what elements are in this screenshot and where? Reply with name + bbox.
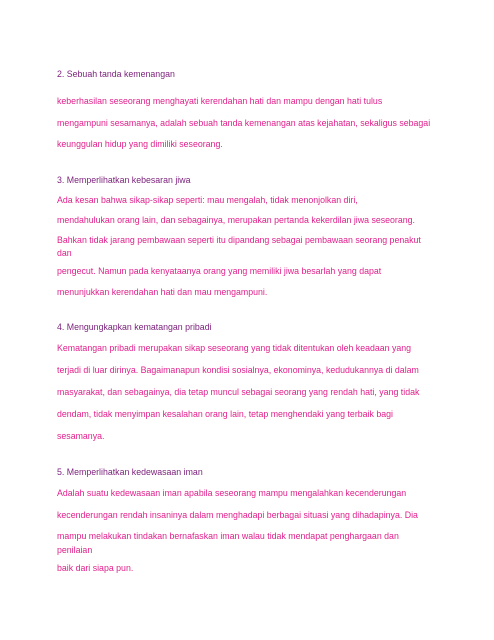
- paragraph-line: baik dari siapa pun.: [57, 563, 134, 573]
- paragraph-line: mendahulukan orang lain, dan sebagainya, merupakan pertanda kekerdilan jiwa seseorang.: [57, 215, 415, 225]
- paragraph-line: mengampuni sesamanya, adalah sebuah tanda kemenangan atas kejahatan, sekaligus sebagai: [57, 118, 431, 128]
- paragraph-line: Ada kesan bahwa sikap-sikap seperti: mau mengalah, tidak menonjolkan diri,: [57, 195, 358, 205]
- paragraph-line: sesamanya.: [57, 431, 105, 441]
- paragraph-line: keberhasilan seseorang menghayati kerendahan hati dan mampu dengan hati tulus: [57, 96, 383, 106]
- paragraph-line: keunggulan hidup yang dimiliki seseorang.: [57, 139, 223, 149]
- paragraph-line: penilaian: [57, 545, 93, 555]
- paragraph-line: terjadi di luar dirinya. Bagaimanapun kondisi sosialnya, ekonominya, kedudukannya di dalam: [57, 365, 419, 375]
- section-heading: 2. Sebuah tanda kemenangan: [57, 69, 175, 79]
- paragraph-line: kecenderungan rendah insaninya dalam menghadapi berbagai situasi yang dihadapinya. Dia: [57, 510, 418, 520]
- paragraph-line: dan: [57, 248, 72, 258]
- paragraph-line: mampu melakukan tindakan bernafaskan iman walau tidak mendapat penghargaan dan: [57, 531, 399, 541]
- paragraph-line: dendam, tidak menyimpan kesalahan orang lain, tetap menghendaki yang terbaik bagi: [57, 409, 393, 419]
- paragraph-line: Bahkan tidak jarang pembawaan seperti itu dipandang sebagai pembawaan seorang penakut: [57, 235, 421, 245]
- paragraph-line: pengecut. Namun pada kenyataanya orang yang memiliki jiwa besarlah yang dapat: [57, 266, 382, 276]
- section-heading: 5. Memperlihatkan kedewasaan iman: [57, 467, 203, 477]
- paragraph-line: Kematangan pribadi merupakan sikap seseorang yang tidak ditentukan oleh keadaan yang: [57, 343, 412, 353]
- section-heading: 3. Memperlihatkan kebesaran jiwa: [57, 175, 191, 185]
- section-heading: 4. Mengungkapkan kematangan pribadi: [57, 322, 212, 332]
- paragraph-line: menunjukkan kerendahan hati dan mau mengampuni.: [57, 287, 268, 297]
- paragraph-line: Adalah suatu kedewasaan iman apabila seseorang mampu mengalahkan kecenderungan: [57, 488, 407, 498]
- paragraph-line: masyarakat, dan sebagainya, dia tetap muncul sebagai seorang yang rendah hati, yang tidak: [57, 387, 420, 397]
